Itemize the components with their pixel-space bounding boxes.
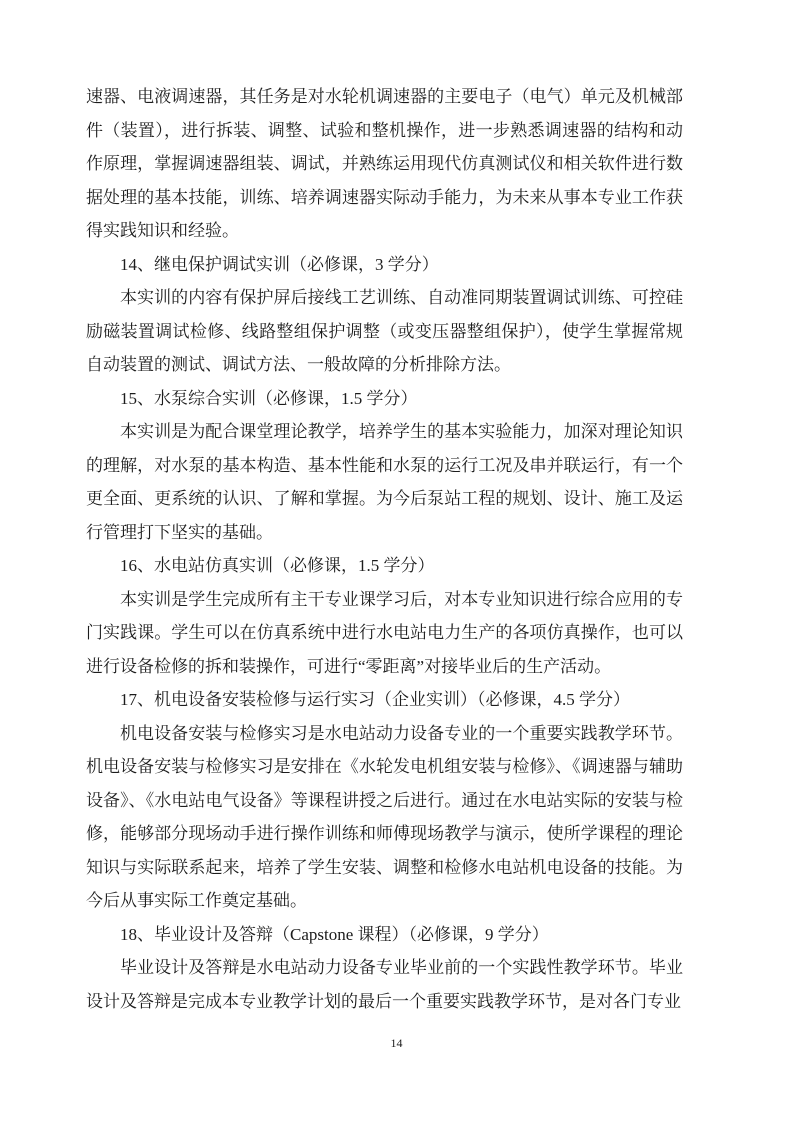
body-paragraph: 本实训是为配合课堂理论教学，培养学生的基本实验能力，加深对理论知识的理解，对水泵的基本构造、基本性能和水泵的运行工况及串并联运行，有一个更全面、更系统的认识、了解和掌握。为今后泵站工程的规划、设计、施工及运行管理打下坚实的基础。 <box>86 422 683 542</box>
body-paragraph: 机电设备安装与检修实习是水电站动力设备专业的一个重要实践教学环节。机电设备安装与检修实习是安排在《水轮发电机组安装与检修》、《调速器与辅助设备》、《水电站电气设备》等课程讲授之后进行。通过在水电站实际的安装与检修，能够部分现场动手进行操作训练和师傅现场教学与演示，使所学课程的理论知识与实际联系起来，培养了学生安装、调整和检修水电站机电设备的技能。为今后从事实际工作奠定基础。 <box>86 723 683 910</box>
course-heading: 14、继电保护调试实训（必修课，3 学分） <box>120 254 439 274</box>
body-paragraph: 毕业设计及答辩是水电站动力设备专业毕业前的一个实践性教学环节。毕业设计及答辩是完成本专业教学计划的最后一个重要实践教学环节，是对各门专业 <box>86 958 683 1011</box>
course-heading: 17、机电设备安装检修与运行实习（企业实训）（必修课，4.5 学分） <box>120 690 630 709</box>
course-heading: 16、水电站仿真实训（必修课，1.5 学分） <box>120 556 435 575</box>
course-heading: 18、毕业设计及答辩（Capstone 课程）（必修课，9 学分） <box>120 924 549 944</box>
document-body <box>86 80 683 1018</box>
page-footer <box>0 1034 793 1052</box>
body-paragraph: 本实训的内容有保护屏后接线工艺训练、自动准同期装置调试训练、可控硅励磁装置调试检修、线路整组保护调整（或变压器整组保护），使学生掌握常规自动装置的测试、调试方法、一般故障的分析排除方法。 <box>86 288 683 374</box>
body-paragraph: 速器、电液调速器，其任务是对水轮机调速器的主要电子（电气）单元及机械部件（装置），进行拆装、调整、试验和整机操作，进一步熟悉调速器的结构和动作原理，掌握调速器组装、调试，并熟练运用现代仿真测试仪和相关软件进行数据处理的基本技能，训练、培养调速器实际动手能力，为未来从事本专业工作获得实践知识和经验。 <box>86 87 683 240</box>
page-number: 14 <box>390 1036 403 1050</box>
course-heading: 15、水泵综合实训（必修课，1.5 学分） <box>120 388 418 408</box>
body-paragraph: 本实训是学生完成所有主干专业课学习后，对本专业知识进行综合应用的专门实践课。学生可以在仿真系统中进行水电站电力生产的各项仿真操作，也可以进行设备检修的拆和装操作，可进行“零距离”对接毕业后的生产活动。 <box>86 589 683 676</box>
